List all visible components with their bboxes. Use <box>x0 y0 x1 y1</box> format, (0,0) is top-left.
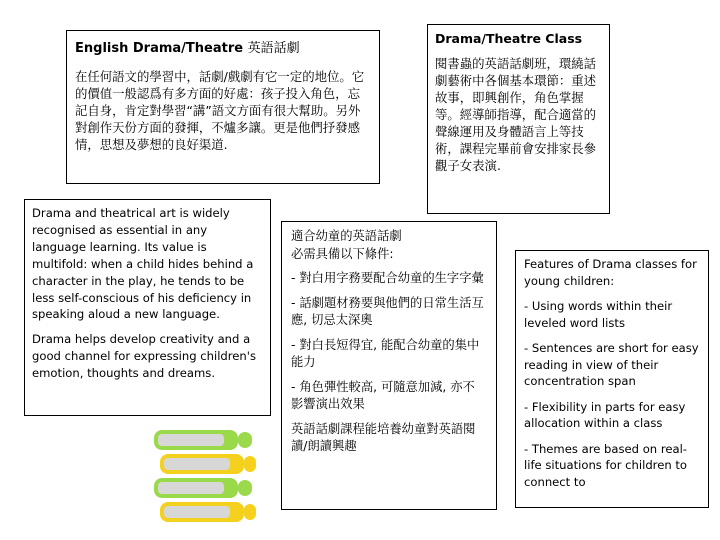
english-drama-body: 在任何語文的學習中，話劇/戲劇有它一定的地位。它的價值一般認爲有多方面的好處：孩子投入角色，忘記自身，肯定對學習“講”語文方面有很大幫助。另外對創作天份方面的發揮，不爐多讓。更是他們抒發感情，思想及夢想的良好渠道. <box>75 69 365 152</box>
english-drama-title-en: English Drama/Theatre <box>75 41 244 56</box>
drama-art-paragraph-1: Drama and theatrical art is widely recognised as essential in any language learning. Its value is multifold: when a child hides behind a character in the play, he tends to be less self-conscious of his deficiency in speaking aloud a new language. <box>32 206 254 322</box>
green-book-top <box>154 430 252 450</box>
drama-art-paragraph-2: Drama helps develop creativity and a good channel for expressing children's emotion, thoughts and dreams. <box>32 332 257 381</box>
young-en-item-3: - Flexibility in parts for easy allocation within a class <box>524 399 686 430</box>
books-icon <box>140 424 260 530</box>
young-en-heading: Features of Drama classes for young children: <box>524 257 697 288</box>
young-zh-closing: 英語話劇課程能培養幼童對英語閱讀/朗讀興趣 <box>291 421 476 453</box>
young-en-item-2: - Sentences are short for easy reading in view of their concentration span <box>524 341 699 388</box>
young-children-zh-box <box>281 221 497 510</box>
yellow-book-upper <box>160 454 256 474</box>
young-children-en-box <box>515 250 709 508</box>
young-zh-item-2: - 話劇題材務要與他們的日常生活互應, 切忌太深奧 <box>291 295 484 327</box>
green-book-lower <box>154 478 252 498</box>
young-en-item-1: - Using words within their leveled word lists <box>524 299 673 330</box>
drama-class-body: 閱書蟲的英語話劇班，環繞話劇藝術中各個基本環節：重述故事，即興創作，角色掌握等。經導師指導，配合適當的聲線運用及身體語言上等技術，課程完畢前會安排家長參觀子女表演. <box>435 56 597 173</box>
drama-class-box <box>427 24 610 214</box>
english-drama-title-zh: 英語話劇 <box>247 41 300 56</box>
young-zh-heading: 適合幼童的英語話劇 必需具備以下條件: <box>291 229 402 261</box>
young-en-item-4: - Themes are based on real-life situations for children to connect to <box>524 441 688 489</box>
yellow-book-bottom <box>160 502 256 522</box>
english-drama-title <box>75 37 371 56</box>
drama-class-title: Drama/Theatre Class <box>435 31 583 46</box>
young-zh-item-1: - 對白用字務要配合幼童的生字字彙 <box>291 271 484 285</box>
english-drama-box <box>66 30 380 184</box>
young-zh-item-3: - 對白長短得宜, 能配合幼童的集中能力 <box>291 337 480 369</box>
young-zh-item-4: - 角色彈性較高, 可隨意加減, 亦不影響演出效果 <box>291 379 475 411</box>
drama-art-box <box>24 199 271 416</box>
